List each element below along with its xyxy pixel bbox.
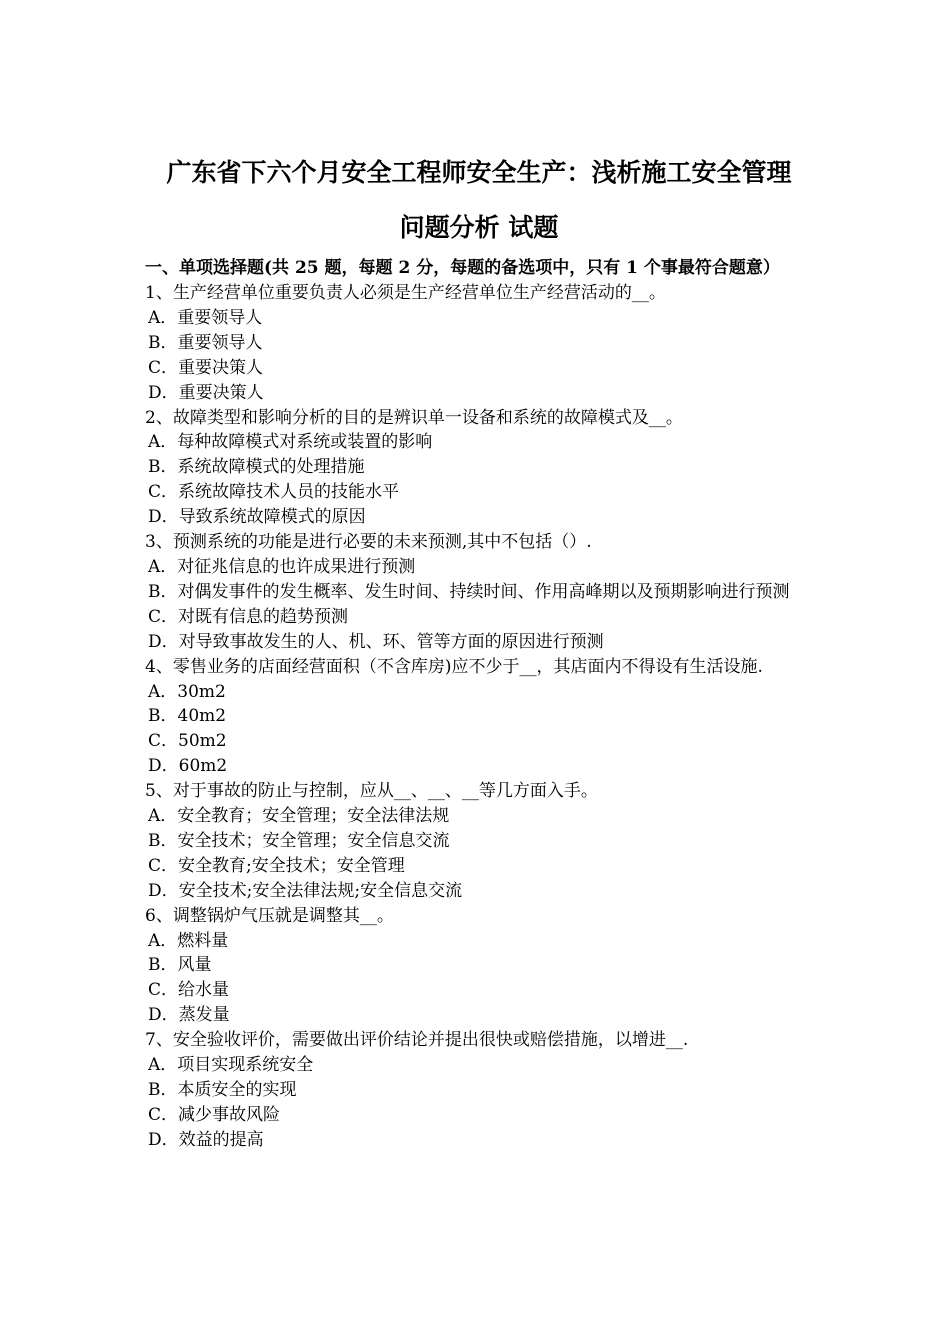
- option-text: 对导致事故发生的人、机、环、管等方面的原因进行预测: [178, 631, 604, 652]
- answer-option: [145, 356, 813, 381]
- answer-option: [145, 430, 813, 455]
- option-letter: C．: [148, 606, 179, 627]
- answer-option: [145, 331, 813, 356]
- option-letter: B．: [148, 457, 178, 478]
- question-stem: 1、生产经营单位重要负责人必须是生产经营单位生产经营活动的__。: [145, 283, 666, 303]
- option-letter: C．: [148, 357, 179, 378]
- answer-option: [145, 729, 813, 754]
- question-stem: 6、调整锅炉气压就是调整其__。: [145, 905, 394, 926]
- option-text: 安全技术;安全法律法规;安全信息交流: [178, 880, 463, 901]
- question-stem: 5、对于事故的防止与控制，应从__、__、__等几方面入手。: [145, 781, 598, 802]
- answer-option: [145, 879, 813, 904]
- answer-option: [145, 854, 813, 879]
- answer-option: [145, 480, 813, 505]
- question-item: [145, 655, 813, 780]
- option-letter: A．: [148, 432, 178, 453]
- document-title-line-1: 广东省下六个月安全工程师安全生产：浅析施工安全管理: [166, 158, 792, 187]
- option-text: 减少事故风险: [178, 1104, 281, 1125]
- option-letter: B．: [148, 581, 178, 602]
- option-text: 安全教育;安全技术；安全管理: [178, 855, 405, 876]
- option-letter: A．: [148, 1055, 178, 1076]
- option-text: 系统故障模式的处理措施: [177, 457, 365, 478]
- option-text: 效益的提高: [178, 1129, 264, 1150]
- option-letter: A．: [148, 307, 178, 328]
- option-text: 每种故障模式对系统或装置的影响: [177, 432, 433, 453]
- answer-option: [145, 829, 813, 854]
- document-page: [145, 148, 813, 1153]
- option-text: 本质安全的实现: [177, 1080, 297, 1100]
- answer-option: [145, 505, 813, 530]
- option-text: 重要领导人: [177, 332, 263, 353]
- option-text: 燃料量: [177, 930, 229, 951]
- option-text: 重要决策人: [178, 357, 264, 378]
- answer-option: [145, 680, 813, 705]
- option-text: 对征兆信息的也许成果进行预测: [177, 556, 416, 577]
- answer-option: [145, 306, 813, 331]
- question-list: [145, 281, 813, 1153]
- option-text: 对既有信息的趋势预测: [178, 606, 349, 627]
- option-text: 60m2: [178, 756, 228, 777]
- option-text: 系统故障技术人员的技能水平: [178, 482, 400, 503]
- option-letter: C．: [148, 731, 179, 752]
- option-letter: C．: [148, 855, 179, 876]
- answer-option: [145, 555, 813, 580]
- option-letter: A．: [148, 556, 178, 577]
- option-letter: B．: [148, 1080, 178, 1100]
- answer-option: [145, 1003, 813, 1028]
- answer-option: [145, 580, 813, 605]
- option-text: 重要决策人: [178, 382, 264, 403]
- answer-option: [145, 381, 813, 406]
- option-text: 40m2: [177, 706, 227, 727]
- option-text: 安全技术；安全管理；安全信息交流: [177, 830, 450, 851]
- answer-option: [145, 455, 813, 480]
- option-text: 重要领导人: [177, 307, 263, 328]
- question-item: [145, 281, 813, 406]
- answer-option: [145, 1078, 813, 1103]
- option-text: 30m2: [177, 681, 226, 702]
- option-letter: A．: [148, 681, 178, 702]
- section-heading: 一、单项选择题(共 25 题，每题 2 分，每题的备选项中，只有 1 个事最符合题意）: [145, 258, 780, 278]
- option-text: 导致系统故障模式的原因: [178, 507, 366, 528]
- answer-option: [145, 605, 813, 630]
- option-letter: B．: [148, 332, 178, 353]
- option-letter: C．: [148, 482, 179, 503]
- question-item: [145, 1028, 813, 1153]
- option-text: 安全教育；安全管理；安全法律法规: [177, 806, 450, 827]
- option-letter: C．: [148, 980, 179, 1001]
- answer-option: [145, 754, 813, 779]
- answer-option: [145, 953, 813, 978]
- answer-option: [145, 804, 813, 829]
- answer-option: [145, 1103, 813, 1128]
- option-text: 项目实现系统安全: [177, 1055, 314, 1076]
- option-letter: B．: [148, 830, 178, 851]
- option-letter: A．: [148, 806, 178, 827]
- document-title-line-2: 问题分析 试题: [399, 213, 559, 242]
- option-letter: D．: [148, 880, 179, 901]
- question-item: [145, 779, 813, 904]
- option-text: 50m2: [178, 731, 227, 752]
- option-letter: C．: [148, 1104, 179, 1125]
- answer-option: [145, 630, 813, 655]
- option-letter: D．: [148, 1129, 179, 1150]
- answer-option: [145, 929, 813, 954]
- answer-option: [145, 1128, 813, 1153]
- question-item: [145, 406, 813, 531]
- option-text: 蒸发量: [178, 1005, 230, 1026]
- question-item: [145, 904, 813, 1029]
- option-letter: D．: [148, 756, 179, 777]
- option-text: 对偶发事件的发生概率、发生时间、持续时间、作用高峰期以及预期影响进行预测: [177, 581, 790, 602]
- answer-option: [145, 704, 813, 729]
- option-letter: A．: [148, 930, 178, 951]
- answer-option: [145, 978, 813, 1003]
- question-stem: 7、安全验收评价，需要做出评价结论并提出很快或赔偿措施，以增进__.: [145, 1030, 689, 1051]
- option-letter: B．: [148, 706, 178, 727]
- option-letter: D．: [148, 382, 179, 403]
- option-letter: D．: [148, 507, 179, 528]
- option-letter: D．: [148, 631, 179, 652]
- option-letter: D．: [148, 1005, 179, 1026]
- question-item: [145, 530, 813, 655]
- option-letter: B．: [148, 955, 178, 976]
- question-stem: 4、零售业务的店面经营面积（不含库房)应不少于__，其店面内不得设有生活设施.: [145, 656, 763, 677]
- question-stem: 2、故障类型和影响分析的目的是辨识单一设备和系统的故障模式及__。: [145, 407, 683, 428]
- answer-option: [145, 1053, 813, 1078]
- option-text: 风量: [177, 955, 212, 976]
- option-text: 给水量: [178, 980, 230, 1001]
- question-stem: 3、预测系统的功能是进行必要的未来预测,其中不包括（）.: [145, 532, 592, 553]
